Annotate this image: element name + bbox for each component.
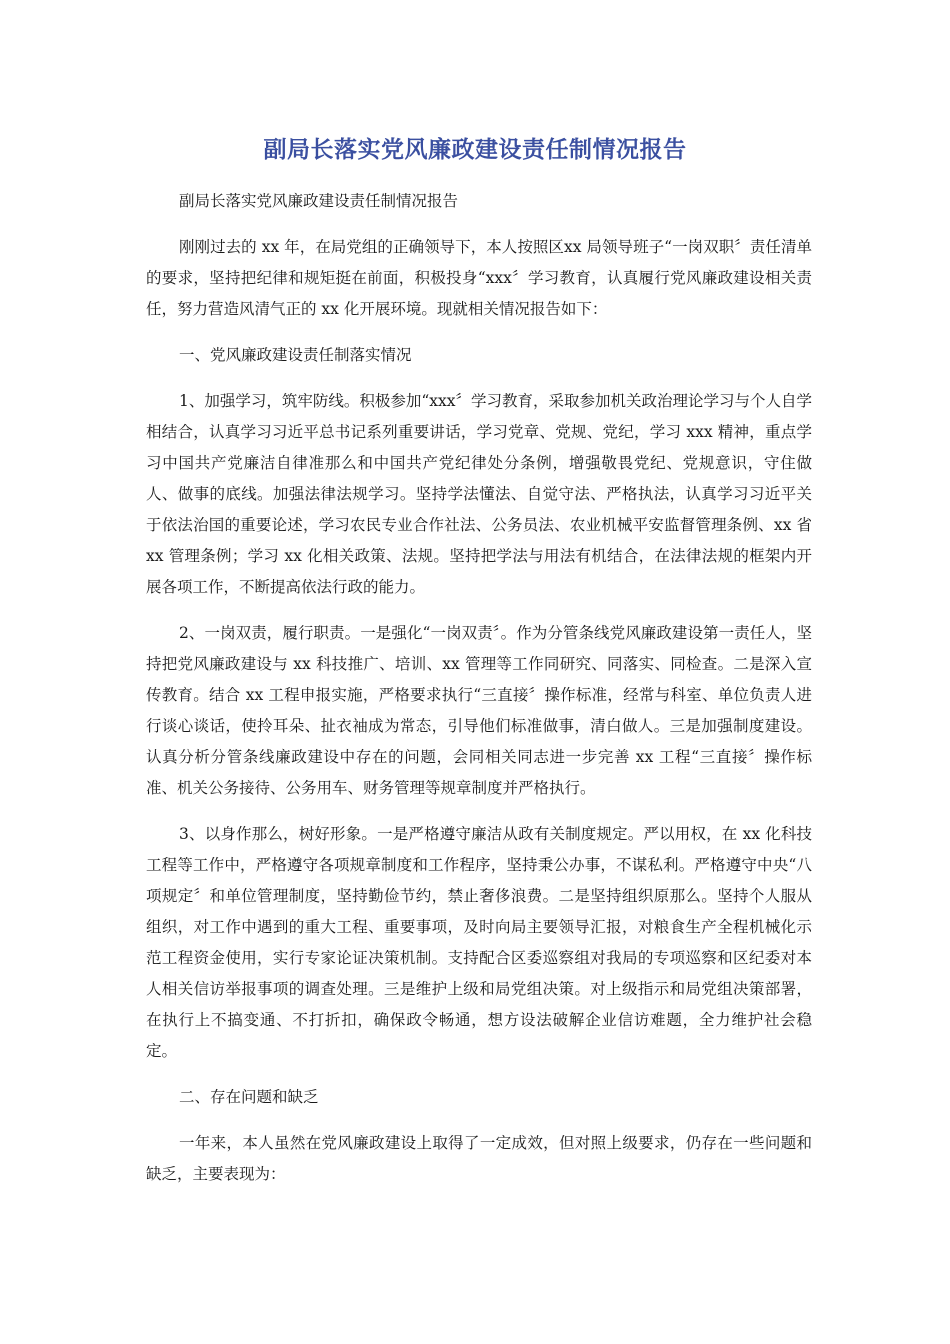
intro-paragraph: 刚刚过去的 xx 年，在局党组的正确领导下，本人按照区xx 局领导班子“一岗双职〞责任清单的要求，坚持把纪律和规矩挺在前面，积极投身“xxx〞学习教育，认真履行党风廉政建设相关责任，努力营造风清气正的 xx 化开展环境。现就相关情况报告如下：: [146, 238, 812, 318]
section2-paragraph: 一年来，本人虽然在党风廉政建设上取得了一定成效，但对照上级要求，仍存在一些问题和缺乏，主要表现为：: [146, 1134, 812, 1183]
section-heading-2: 二、存在问题和缺乏: [179, 1088, 319, 1106]
section-heading-1: 一、党风廉政建设责任制落实情况: [179, 346, 412, 364]
section1-item-2: 2、一岗双责，履行职责。一是强化“一岗双责〞。作为分管条线党风廉政建设第一责任人，坚持把党风廉政建设与 xx 科技推广、培训、xx 管理等工作同研究、同落实、同检查。二是深入宣传教育。结合 xx 工程申报实施，严格要求执行“三直接〞操作标准，经常与科室、单位负责人进行谈心谈话，使拎耳朵、扯衣袖成为常态，引导他们标准做事，清白做人。三是加强制度建设。认真分析分管条线廉政建设中存在的问题，会同相关同志进一步完善 xx 工程“三直接〞操作标准、机关公务接待、公务用车、财务管理等规章制度并严格执行。: [146, 624, 812, 797]
section1-item-3: 3、以身作那么，树好形象。一是严格遵守廉洁从政有关制度规定。严以用权，在 xx 化科技工程等工作中，严格遵守各项规章制度和工作程序，坚持秉公办事，不谋私利。严格遵守中央“八项规定〞和单位管理制度，坚持勤俭节约，禁止奢侈浪费。二是坚持组织原那么。坚持个人服从组织，对工作中遇到的重大工程、重要事项，及时向局主要领导汇报，对粮食生产全程机械化示范工程资金使用，实行专家论证决策机制。支持配合区委巡察组对我局的专项巡察和区纪委对本人相关信访举报事项的调查处理。三是维护上级和局党组决策。对上级指示和局党组决策部署，在执行上不搞变通、不打折扣，确保政令畅通，想方设法破解企业信访难题，全力维护社会稳定。: [146, 825, 812, 1060]
document-title: 副局长落实党风廉政建设责任制情况报告: [263, 137, 687, 163]
section1-item-1: 1、加强学习，筑牢防线。积极参加“xxx〞学习教育，采取参加机关政治理论学习与个人自学相结合，认真学习习近平总书记系列重要讲话，学习党章、党规、党纪，学习 xxx 精神，重点学习中国共产党廉洁自律准那么和中国共产党纪律处分条例，增强敬畏党纪、党规意识，守住做人、做事的底线。加强法律法规学习。坚持学法懂法、自觉守法、严格执法，认真学习习近平关于依法治国的重要论述，学习农民专业合作社法、公务员法、农业机械平安监督管理条例、xx 省 xx 管理条例；学习 xx 化相关政策、法规。坚持把学法与用法有机结合，在法律法规的框架内开展各项工作，不断提高依法行政的能力。: [146, 392, 813, 596]
document-body: [146, 186, 812, 1205]
document-subtitle: 副局长落实党风廉政建设责任制情况报告: [179, 192, 459, 210]
